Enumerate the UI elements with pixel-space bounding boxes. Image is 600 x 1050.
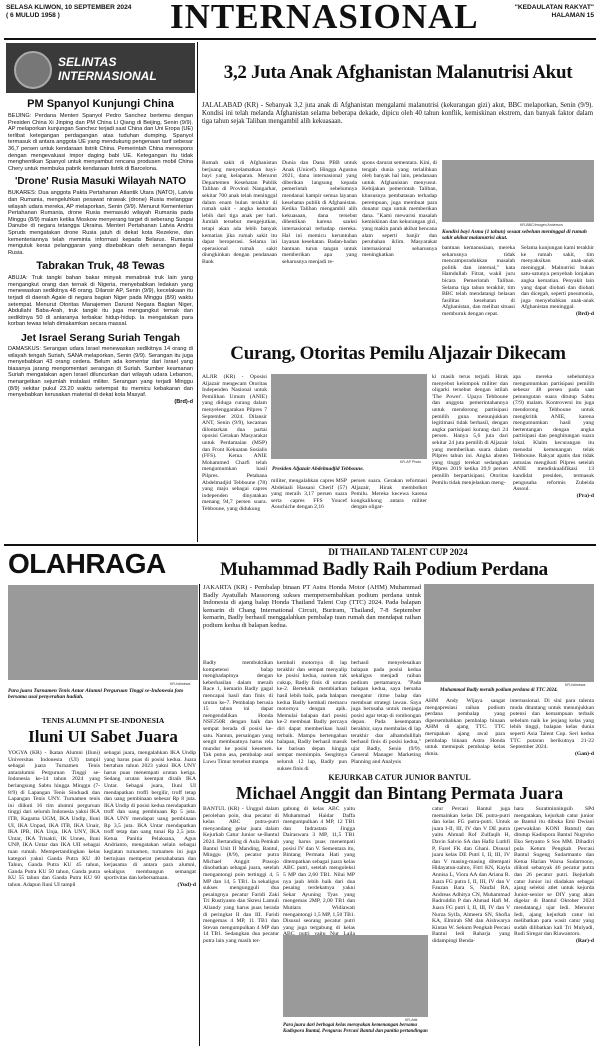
paper-name: "KEDAULATAN RAKYAT" xyxy=(514,4,594,11)
aljazair-col-1: ALJIR (KR) - Oposisi Aljazair mengecam Otoritas Independen Nasional untuk Pemilihan Umum (ANIE) yang diduga curang dalam menyelenggarakan Pilpres 7 September 2024. Dilansir ANT, Senin (9/9), kecaman dilontarkan dua partai oposisi Gerakan Masyarakat untuk Perdamaian (MSP) dan Front Kekuatan Sosialis (FFS). Ketua ANIE Mohammed Charfi telah mengumumkan hasil Pilpres. Petahana Abdelmadjid Tebboune (78) yang maju sebagai capres independen dinyatakan menang 94,7 persen suara. Tebboune, yang didukung xyxy=(202,374,267,512)
selintas-banner xyxy=(6,43,195,93)
iluni-col-1: YOGYA (KR) - Ikatan Alumni (Iluni) Universitas Indonesia (UI) tampil sebagai juara Turnamen Tenis antaralumni Perguruan Tinggi se-Indonesia ke-14 tahun 2024 yang berlangsung Sabtu hingga Minggu (7-8/9) di Lapangan Tenis Sinduadi dan Lapangan Tenis UNY. Turnamen tenis ini diikuti 16 tim alumni perguruan tinggi dari seluruh Indonesia yakni IKA ITB, Kagama UGM, IKA Undip, Iluni UI, IKA Unpad, IKA ITB, IKA Unair, IKA IPB, IKA Unja, IKA UNY, IKA Untar, IKA Trisakti, IK Unnes, Iluni UNP, IKA Untar dan IKA UII sebagai tuan rumah. Mempertandingkan kelas kategori yakni Ganda Putra KU 40 Tahun, Ganda Putra KU 45 tahun, Ganda Putra KU 50 tahun, Ganda putra KU 55 tahun dan Ganda Putra KU 60 tahun. Adapun Iluni UI tampil xyxy=(8,750,100,888)
olahraga-top-rule xyxy=(4,544,596,546)
masthead-rule xyxy=(4,38,596,40)
selintas-column xyxy=(8,98,193,405)
moto-photo xyxy=(424,584,594,682)
catur-caption: Para juara dari berbagai kelas merayakan kemenangan bersama Kadispora Bantul, Pengurus Percasi Bantul dan panitia pertandingan xyxy=(283,1023,428,1034)
afghan-photo xyxy=(442,160,594,222)
afghan-lead: JALALABAD (KR) - Sebanyak 3,2 juta anak di Afghanistan mengalami malanutrisi (kekurangan gizi) akut, BBC melaporkan, Senin (9/9). Kondisi ini telah melanda Afghanistan selama beberapa dekade, dipicu oleh 40 tahun konflik, kemiskinan ekstrem, dan banyak faktor dalam tiga tahun sejak Taliban mengambil alih kekuasaan. xyxy=(202,102,593,125)
afghan-col-1: Rumah sakit di Afghanistan berjuang menyelamatkan bayi-bayi yang kelaparan. Menurut Departemen Kesehatan Publik Taliban di Provinsi Nangarhar, sekitar 700 anak telah meninggal dalam enam bulan terakhir di rumah sakit - angka kematian lebih dari tiga anak per hari. Jumlah tersebut mengejutkan, tetapi akan ada lebih banyak kematian jika rumah sakit itu dapat beroperasi. Selama ini operasional rumah sakit diungkinkan dengan pendanaan Bank xyxy=(202,160,277,265)
iluni-col-2-wrap xyxy=(104,750,196,888)
paper-info xyxy=(515,4,594,20)
catur-sign: (Rar)-d xyxy=(575,937,594,944)
afghan-caption: Kondisi bayi Asma (1 tahun) sesaat sebelum meninggal di rumah sakit akibat malanutrisi akut. xyxy=(442,229,587,242)
afghan-sign: (Brd)-d xyxy=(575,310,594,317)
selintas-title-3: Tabrakan Truk, 48 Tewas xyxy=(36,260,165,273)
iluni-headline: Iluni UI Sabet Juara xyxy=(28,727,178,746)
aljazair-sign: (Pra)-d xyxy=(576,492,594,499)
aljazair-col-3: persen suara. Gerakan reformasi Aljazair, Hirak membolkot Pemilu. Mereka kecewa karena kongkalikong antara militer dengan oligar- xyxy=(351,478,427,511)
afghan-col-5-wrap xyxy=(521,245,594,317)
section-title: INTERNASIONAL xyxy=(170,0,479,36)
iluni-sign: (Yud)-d xyxy=(177,881,196,888)
badly-headline: Muhammad Badly Raih Podium Perdana xyxy=(220,559,548,580)
iluni-col-2: sebagai juara, mengalahkan IKA Undip yang harus puas di posisi kedua. Juara bertahan tahun 2023 yakni IKA UNY harus puas menempati urutan ketiga. Sedang urutan keempat diraih IKA Untar. Sebagai juara, Iluni UI mendapatkan troffi bergilir, troff tetap dan uang pembinaan sebesar Rp 8 juta. IKA Undip di posisi kedua mendapatkan troff dan uang pembinaan Rp 5 juta. IKA UNY mendapat uang pembinaan Rp 3,5 juta. IKA Untar mendapatkan troff tetap dan uang tunai Rp 2,5 juta. Ketua Panitia Pelaksana, Agus Andrianto, mengatakan selain sebagai kegiatan turnamen, turnamen ini juga bertujuan memperat persahabatan dan kerjasama di antara para alumni, sekaligus membangun semangat sportivitas dan kebersamaan. xyxy=(104,750,196,882)
selintas-title-4: Jet Israel Serang Suriah Tengah xyxy=(20,332,181,345)
catur-photo xyxy=(283,935,428,1017)
selintas-sign: (Brd)-d xyxy=(174,398,193,405)
tennis-photo xyxy=(8,585,198,680)
afghan-col-3: spons darurat sementara. Kini, di tengah dunia yang terlalihkan oleh banyak hal lain, pendanaan untuk Afghanistan menyusut. Kebijakan pemerintah Taliban, khususnya pembatasan terhadap perempuan, juga membuat para donatur ragu untuk memberikan dana. "Kami mewarisi masalah kemiskinan dan kekurangan gizi, yang makin parah akibat bencana alam seperti banjir dan perubahan iklim. Masyarakat internasional seharusnya meningkatkan xyxy=(362,160,437,259)
tennis-caption: Para juara Turnamen Tenis Antar Alumni Perguruan Tinggi se-Indonesia foto bersama usai penyerahan hadiah. xyxy=(8,688,184,701)
date-line: SELASA KLIWON, 10 SEPTEMBER 2024 xyxy=(6,4,132,11)
sidebar-divider xyxy=(197,42,198,542)
catur-kicker: KEJURKAB CATUR JUNIOR BANTUL xyxy=(328,773,471,782)
aljazair-headline: Curang, Otoritas Pemilu Aljazair Dikecam xyxy=(230,343,566,364)
badly-lead: JAKARTA (KR) - Pembalap binaan PT Astra Honda Motor (AHM) Muhammad Badly Ayatullah Massorong sukses mempersembahkan podium perdana untuk Indonesia di ajang balap Honda Thailand Talent Cup (TTC) 2024. Pada balapan kemarin di Chang International Circuit, Buriram, Thailand, 7-8 September kemarin, Badly berhasil menggalahkan pembalap tuan rumah dan mendapat raihan podium kedua di balapan kedua. xyxy=(203,584,421,629)
aljazair-col-4: ki masih terus terjadi. Hirak menyebut kelompok militer dan oligarki tersebut dengan istilah 'The Power'. Upaya Tebboune dan anggota pemerintahannya untuk mendorong partisipasi pemilih guna menunjukkan legitimasi tidak berhasil, dengan angka partisipasi kurang dari 24 persen. Hanya 5,6 juta dari sekitar 24 juta pemilih di Aljazair yang memberikan suara dalam Pilpres tahun ini. Angka absten yang tinggi terekat sedangkan Pilpres 2019 ketika 39,9 persen pemilih berpartisipasi. Otoritas Pemilu tidak menjelaskan meng- xyxy=(432,374,508,486)
hijri-date: ( 6 MULUD 1958 ) xyxy=(6,12,60,19)
olahraga-divider xyxy=(199,584,200,1046)
moto-caption: Muhammad Badly meraih podium perdana di TTC 2024. xyxy=(440,688,558,693)
issue-date xyxy=(6,4,131,20)
afghan-col-2: Dunia dan Dana PBB untuk Anak (Unicef). Hingga Agustus 2021, dana internasional yang diberikan langsung kepada pemerintah sebelumnya mendanai hampir semua layanan kesehatan publik di Afghanistan. Ketika Taliban mengambil alih kekuasaan, dana tersebut dihentikan karena sanksi internasional terhadap mereka. Hal ini memicu keruntuhan layanan kesehatan. Badan-badan bantuan turun tangan untuk memberikan apa yang seharusnya menjadi re- xyxy=(282,160,357,265)
selintas-label: SELINTAS INTERNASIONAL xyxy=(58,55,157,83)
aljazair-caption: Presiden Aljazair Abdelmadjid Tebboune. xyxy=(272,466,364,472)
selintas-title-2: 'Drone' Rusia Masuki Wilayah NATO xyxy=(14,176,186,188)
selintas-body-2: BUKARES: Dua anggota Pakta Pertahanan Atlantik Utara (NATO), Latvia dan Rumania, mengeluhkan pesawat nirawak (drone) Rusia melanggar wilayah udara mereka, AP melaporkan, Senin (9/9). Menurut Kementerian Pertahanan Rumania, drone Rusia memasuki wilayah Rumania pada Minggu (8/9) malam ketika Moskow menyerang target di seberang Sungai Danube di negara tetangga Ukraina. Menteri Pertahanan Latvia Andris Spruds mengatakan drone Rusia jatuh di dekat kota Rezekne, dan kementeriannya telah meminta informasi kepada Belarus. Rumania mengutuk keras pelanggaran yang disebabkan oleh serangan ilegal Rusia. xyxy=(8,190,193,256)
aljazair-photo-credit: KR-AP Photo xyxy=(400,460,422,464)
afghan-photo-credit: KR-BBC/Imogen Anderson xyxy=(520,223,563,227)
iluni-kicker: TENIS ALUMNI PT SE-INDONESIA xyxy=(41,716,165,725)
badly-col-1: Badly membuktikan kompetensi balap menghadapinya dengan keberhasilan dalam meraih Race 1, kemarin Badly gagal mencapai hasil dan finis di urutan ke-7. Pembalap berusia 15 tahun ini dapat mengendalikan Honda NSF250R dengan baik dan sempat berada di posisi ke-satu. Namun, persaingan yang sengit membuatnya harus rela mundur ke posisi kesemen. Tak putus asa, pembalap asal Luwu Timur tersebut mampu xyxy=(203,660,273,765)
selintas-title-1: PM Spanyol Kunjungi China xyxy=(27,98,174,110)
afghan-headline: 3,2 Juta Anak Afghanistan Malanutrisi Akut xyxy=(223,62,573,83)
afghan-col-5: Selama kunjungan kami terakhir ke rumah sakit, tim menyaksikan anak-anak meninggal. Malnutrisi bukan satu-satunya penyebab lonjakan angka kematian. Penyakit lain yang dapat diobati dan diobati dan dicegah, seperti pneumonia, juga menyebabkan anak-anak Afghanistan meninggal. xyxy=(521,245,594,311)
selintas-body-4: DAMASKUS: Serangan udara Israel menewaskan sedikitnya 14 orang di wilayah tengah Suriah, SANA melaporkan, Senin (9/9). Serangan itu juga menyebabkan 43 orang cedera. Belum ada komentar dari Israel yang biasanya jarang mengomentari serangan di Suriah. Sumber keamanan Suriah mengatakan agen Israel diluncurkan dari wilayah udara Lebanon, menargetkan sejumlah instalasi militer. Serangan yang terjadi Minggu (8/9) sekitar pukul 23.20 waktu setempat itu memicu kebakaran dan menyebabkan kerusakan material di dekat kota Masyaf. xyxy=(8,346,193,399)
catur-col-5: hara Suratminningsih SPd mengatakan, kejurkab catur junior se Bantul itu dibuka Emi Dwiani (perwakilan KONI Bantul) dan ditutup Kadispora Bantul Nugroho Eko Setyanto S Sos MM. Dihadiri pula Ketum Pengkab Percasi Bantul Sugeng Sudarmanto dan Ketua Harian Warsa Sudarmono, diikuti sebanyak 46 pecatur putra dan 26 pecatur putri. Ikejurkab catur Junior ini diadakan sebagai ajang seleksi atlet untuk kejurda Junior-senior se DIY yang akan digelar di Bantul Oktober 2024 mendatang,i ujar Iedi. Menurut Iedi, ajang kejurkab catur ini melibatkan para wasit catur yang sudah dilibatkan kali Tri Mulyadi, Rudi Siregar dan Riawantoro. xyxy=(514,806,594,938)
badly-kicker: DI THAILAND TALENT CUP 2024 xyxy=(328,547,468,557)
badly-col-4: AHM Andy Wijaya sangat mengapresiasi raihan podium perdana pembalap yang dipersembahkan pembalap binaan AHM di ajang TTC. TTC merupakan ajang awal para pembalap binaan Astra Honda untuk memupuk pembalap kelas dunia. xyxy=(425,698,505,757)
catur-col-4: catur Percasi Bantul juga memainkan kelas DE putra-putri dan kelas FG putra-putri. Untuk juara I-II, III, IV dan V DE putra yaitu Ahmad Rof Zulfaqih H, Davin Salvio SA dan Hafiz Luthfi P, Farel FK dan Ghani. Disusul juara kelas DE Putri I, II, III, IV dan V masing-masing ditempati Hidayatun-zahro, Fitri KN, Kayla Annisa L, Viora AA dan Ariana R. Juara FG putra I, II, III, IV dan V Fauzan Bara S, Naufal RA, Andreas Adhitya CN, Muhammad Badruddin P dan Ahmad Hafi M. Juara FG putri I, II, III, IV dan V Nurza Syifa, Almeera SN, Shofia KA, Elmirah SM dan Aishwarya Kintan W. Sekum Pengkab Percasi Bantul Iedi Raharja yang didampingi Benda- xyxy=(432,806,510,944)
catur-col-2: gabung di kelas ABC yaitu Muhammad Haidar Daffa mengumpulkan 4 MP, 12 TB1 dan Indrastata Jingga Dairaswara 3 MP, 11,5 TB1 yang harus puas menempati posisi IV dan V. Sementara itu, Bintang Permata Hati yang ditempatkan sebagai juara kelas ABC putri, setelah mengoleksi 5 MP dan 2,60 TB1. Nilai MP nya jauh lebih baik dari dua pesaing terdekatnya yakni Sekar Ayuning Tyas yang mengemas 2MP, 2,00 TB1 dan Mutiara Widiawati mengantongi 1,5 MP, 1,50 TB1. Disusul seorang pecatur putri yang juga tergabung di kelas xyxy=(283,806,355,931)
catur-col-5-wrap xyxy=(514,806,594,944)
globe-icon xyxy=(14,51,52,89)
catur-headline: Michael Anggit dan Bintang Permata Juara xyxy=(235,783,564,803)
aljazair-col-2: militer, mengalahkan capres MSP Abdelaali Hassani Cherif (57) yang meraih 3,17 persen suara serta capres FFS Youcef Aouchiche dengan 2,16 xyxy=(271,478,347,511)
afghan-col-4: bantuan kemanusiaan, mereka seharusnya tidak mencampuradukkan masalah politik dan internal," kata Hamdullah Fitrat, wakil juru bicara Pemerintah Taliban. Selama tiga tahun terakhir, tim BBC telah mendatangi belasan fasilitas kesehatan di Afghanistan, dan melihat situasi memburuk dengan cepat. xyxy=(442,245,515,317)
badly-col-3: berhasil menyelesaikan balapan pada posisi kedua sekaligus menjadi raihan podium pertamanya. "Pada balapan kedua, saya bersaha mengatur ritme balap dan membuat strategi lawan. Saya juga berusaha untuk menjaga posisi agar tetap di rombongan depan. Pada kesempatan berakhir, saya membalas di lap terakhir dan alhamdulillah berhasil finis di posisi kedua," ujar Badly, Senin (9/9). General Manager Marketing Planning and Analysis xyxy=(351,660,421,765)
selintas-body-3: ABUJA: Truk tangki bahan bakar minyak menabrak truk lain yang mengangkut orang dan ternak di Nigeria, menyebabkan ledakan yang menewaskan sedikitnya 48 orang. Dilansir AP, Senin (9/9), kecelakaan itu terjadi di daerah Agaie di negara bagian Niger pada Minggu (8/9) waktu setempat. Menurut Otoritas Manajemen Darurat Negara Bagian Niger, Abdullahi Baba-Arah, truk tangki itu juga mengangkut ternak dan sedikitnya 50 di antaranya terbakar hidup-hidup. Ia mengatakan para korban tewas telah dimakamkan secara massal. xyxy=(8,275,193,328)
moto-photo-credit: KR-Istimewa xyxy=(565,683,586,687)
aljazair-photo xyxy=(271,374,427,459)
catur-col-1: BANTUL (KR) - Unggul dalam perolehan poin, dua pecatur di kelas ABC putra-putri menyandang gelar juara dalam Kejurkab Catur Junior se-Bantul 2024. Bertanding di Aula Pemkab Bantul Unit II Manding, Bantul, Minggu (8/9), pecatur putra Michael Anggit Prasojo dinobatkan sebagai juara, setelah mengantongi poin tertinggi 4, 5 MP dan 14, 5 TB1. Ia sekaligus sukses mengungguli dua pesaingnya pecatur Faridi Zaki Tri Rustiyanto dan Skresi Lamuli Aliandy yang harus puas berada di peringkat II dan III. Faridi mengemas 4 MP, 11 TB1 dan Stevan mengumpulkan 4 MP dan 14 TB1. Sedangkan dua pecatur putra lain yang masih ter- xyxy=(203,806,279,944)
catur-photo-credit: KR-Attir xyxy=(405,1018,418,1022)
tennis-photo-credit: KR-Istimewa xyxy=(170,682,191,686)
aljazair-col-5: apa mereka sebelumnya mengumumkan partisipasi pemilih sebesar 48 persen pada saat pemungutan suara ditutup Sabtu (7/9) malam. Kontroversi itu juga mendorong Tebboune untuk mengkritik ANIE, karena mengumumkan hasil yang bertentangan dengan angka partisipasi dan penghitungan suara lokal. Klaim kecurangan itu menodai kemenangan telak Tebboune. Rakyat apatis dan tidak antusias mengikuti Pilpres setelah ANIE mendiskualifikasi 13 kandidat presiden, termasuk pengusaha reformis Zubeida Assoul. xyxy=(513,374,594,493)
badly-sign: (Gan)-d xyxy=(575,750,594,757)
badly-col-2: kembali motornya di lap terakhir dan sempat menyalip ke posisi kedua, namun tak cukup, Badly finis di urutan ke-2. Berteknik membiarkan hasil lebih baik, pada balapan kedua Badly kembali memacu motornya dengan apik. Memulai balapan dari posisi ke-2 membuat Badly percaya diri dapat memberikan hasil terbaik. Mampu bertengahan balapan, Badly berhasil masuk ke barisan depan hingga sempat memimpin. Sengitnya seluruh 12 lap, Badly pun sukses finis di xyxy=(277,660,347,772)
badly-col-5-wrap xyxy=(510,698,594,757)
aljazair-col-5-wrap xyxy=(513,374,594,499)
selintas-body-1: BEIJING: Perdana Menteri Spanyol Pedro Sanchez bertemu dengan Presiden China Xi Jinping dan PM China Li Qiang di Beijing, Senin (9/9). AP melaporkan kunjungan Sanchez terjadi saat China dan Uni Eropa (UE) terlibat ketegangan perdagangan atas tuduhan dumping. Spanyol termasuk di antara anggota UE yang mendukung pengenaan tarif sebesar 36,7 persen untuk kendaraan listrik China. Pemerintah China merespons dengan mengevaluasi impor daging babi UE. Ketegangan itu tidak menghentikan Spanyol untuk menyambut rencana produsen mobil China Chery untuk membuka pabrik kendaraan listrik di Barcelona. xyxy=(8,113,193,172)
badly-col-5: internasional. Di sini para talenta muda ditantang untuk menunjukkan potensi dan kemampuan terbaik sebelum naik ke jenjang kelas yang lebih tinggi, balapan kelas dunia seperti Asia Talent Cup. Seri kedua TTC putaran berikutnya 21-22 September 2024. xyxy=(510,698,594,751)
page-number: HALAMAN 15 xyxy=(551,12,594,19)
olahraga-banner: OLAHRAGA xyxy=(8,548,166,579)
